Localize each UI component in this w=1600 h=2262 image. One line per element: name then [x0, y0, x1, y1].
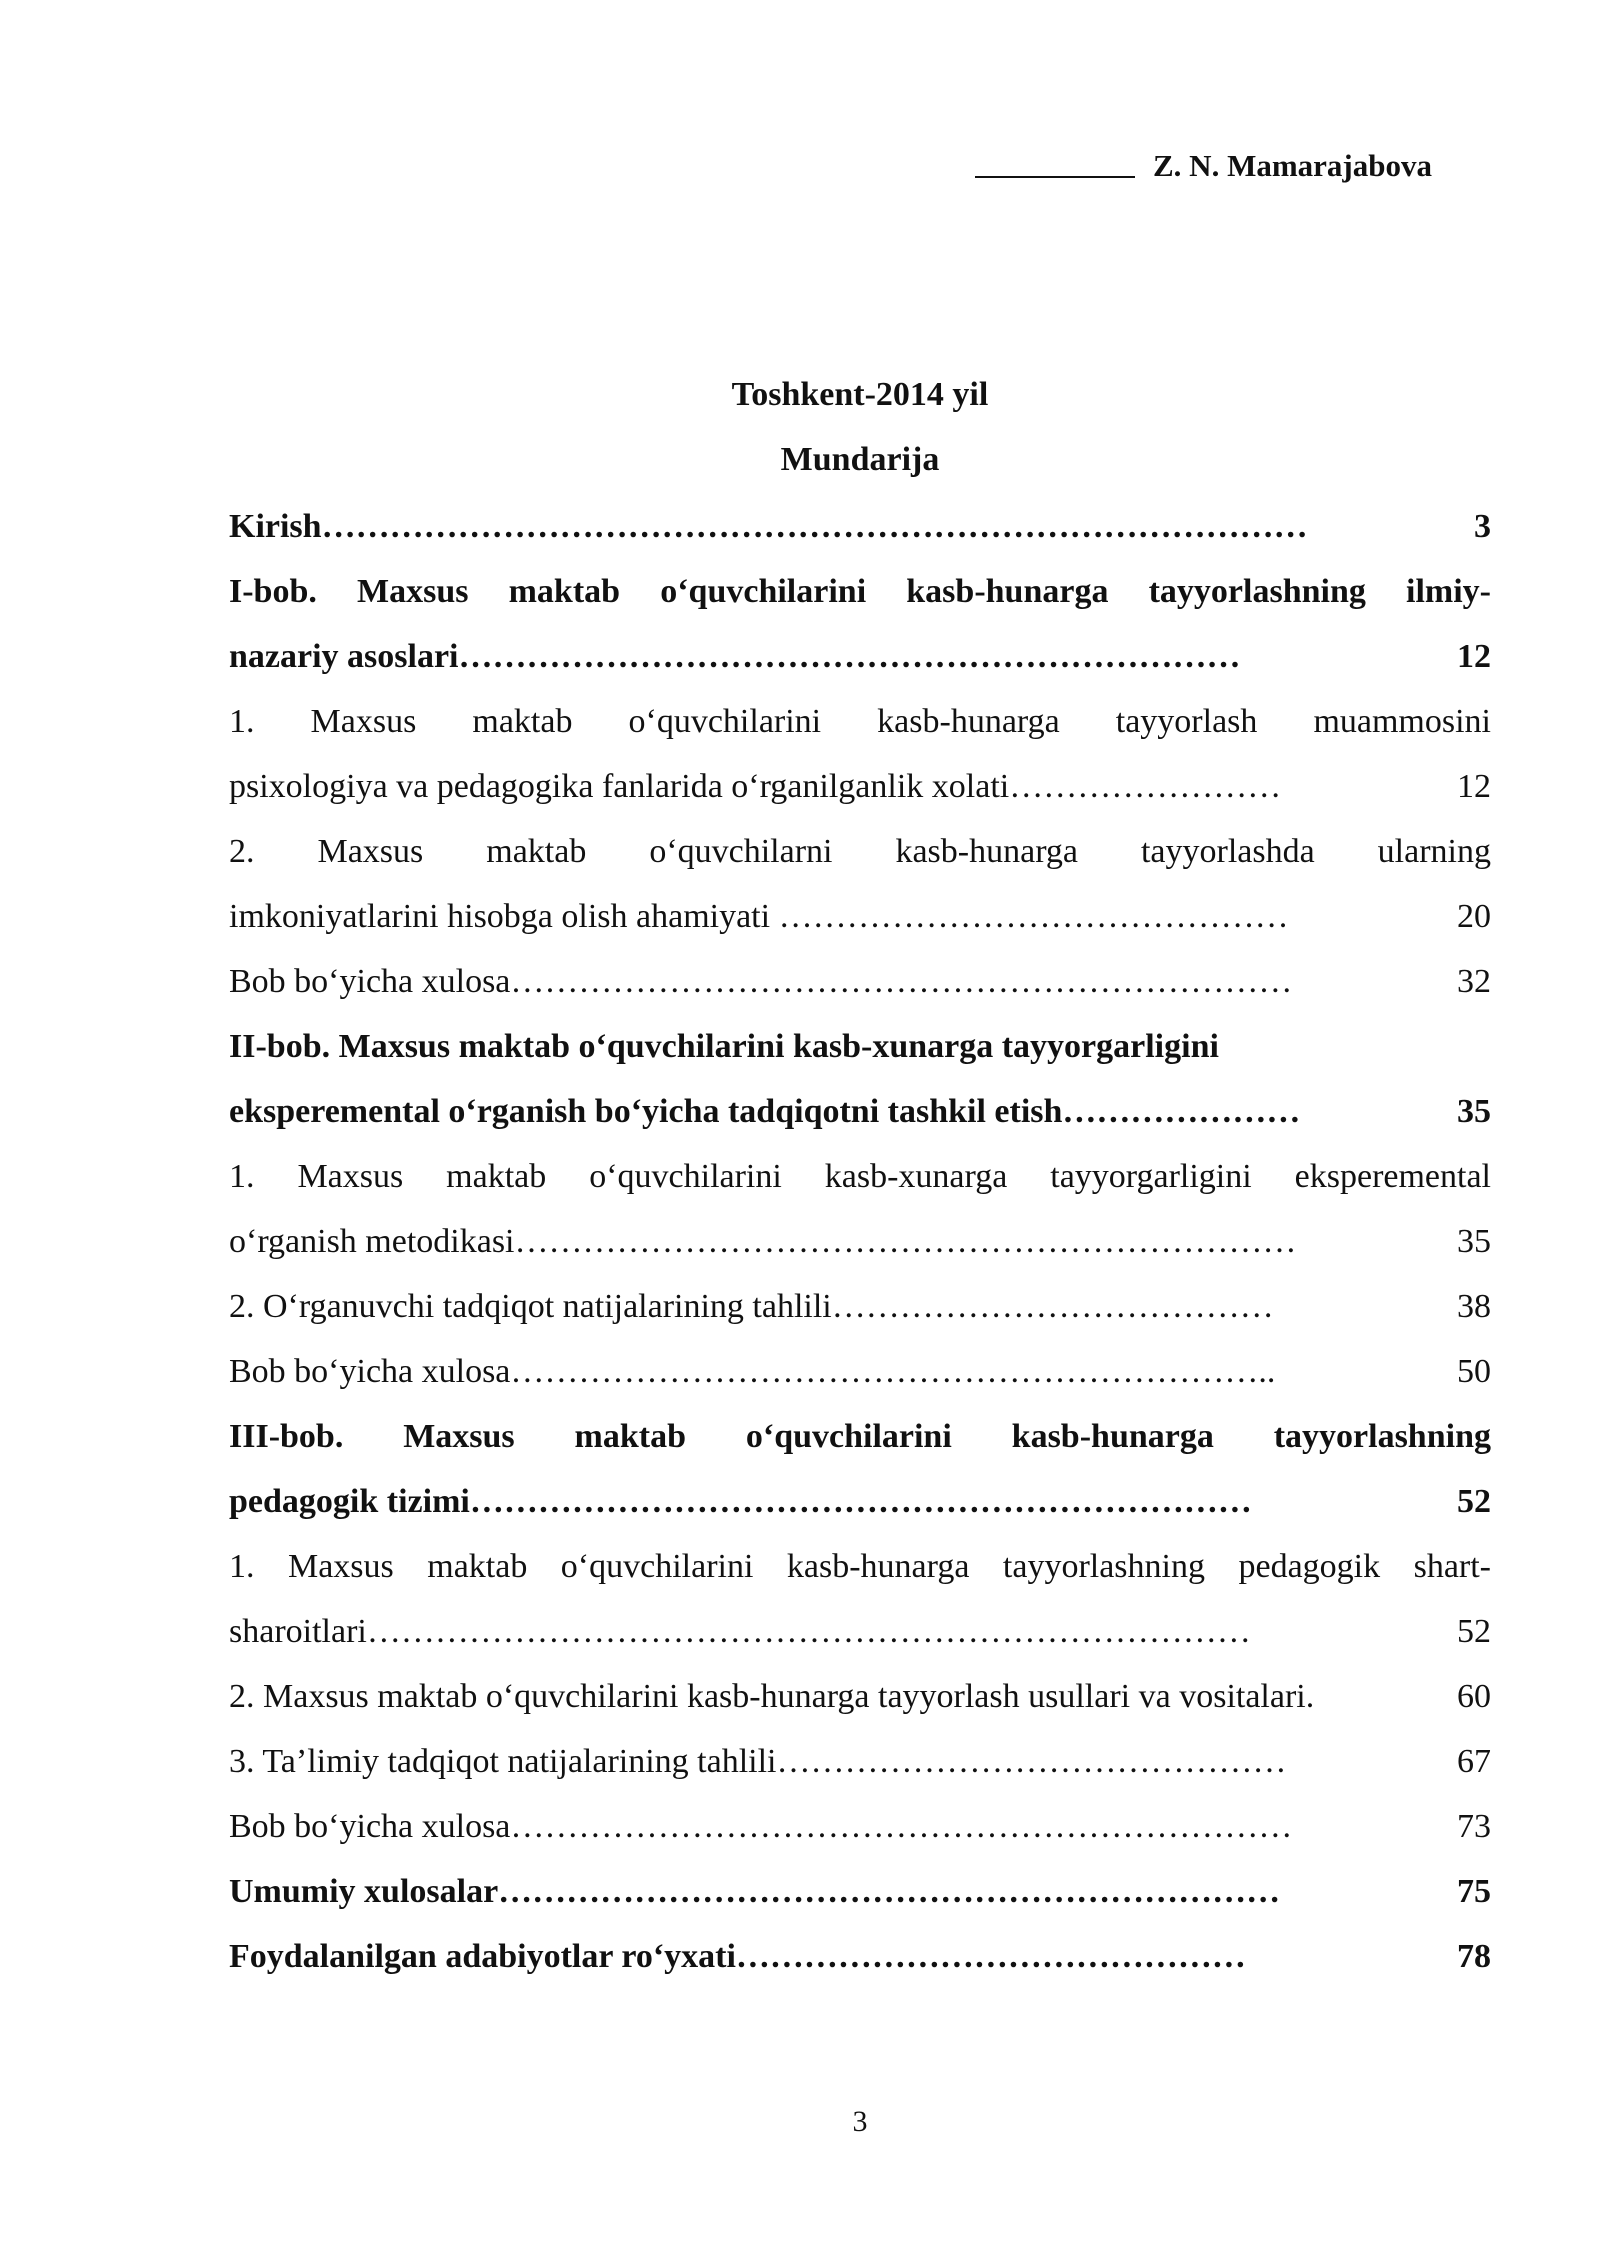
toc-entry-page: 50 — [1457, 1353, 1491, 1390]
toc-entry-text: nazariy asoslari…………………………………………………………… — [229, 638, 1241, 675]
toc-entry — [229, 1935, 1491, 1979]
toc-entry-page: 3 — [1474, 508, 1491, 545]
toc-entry-text: 2. Maxsus maktab o‘quvchilarni kasb-hunarga tayyorlashda ularning — [229, 833, 1491, 870]
toc-entry — [229, 1675, 1491, 1719]
toc-entry — [229, 1805, 1491, 1849]
toc-entry-text: Bob bo‘yicha xulosa…………………………………………………………… — [229, 1808, 1293, 1845]
toc-entry-page: 35 — [1457, 1093, 1491, 1130]
toc-entry-page: 12 — [1457, 638, 1491, 675]
toc-entry — [229, 765, 1491, 809]
toc-entry-text: Umumiy xulosalar…………………………………………………………… — [229, 1873, 1281, 1910]
toc-entry-text: Kirish…………………………………………………………………………… — [229, 508, 1308, 545]
toc-entry — [229, 1415, 1491, 1459]
toc-entry-text: II-bob. Maxsus maktab o‘quvchilarini kasb-xunarga tayyorgarligini — [229, 1028, 1219, 1065]
toc-entry-page: 32 — [1457, 963, 1491, 1000]
toc-entry — [229, 960, 1491, 1004]
toc-entry-page: 75 — [1457, 1873, 1491, 1910]
toc-entry — [229, 1870, 1491, 1914]
toc-entry — [229, 1610, 1491, 1654]
toc-entry-page: 35 — [1457, 1223, 1491, 1260]
toc-entry — [229, 1740, 1491, 1784]
toc-entry — [229, 1545, 1491, 1589]
toc-title: Mundarija — [780, 441, 940, 478]
toc-entry-page: 73 — [1457, 1808, 1491, 1845]
signature-line — [975, 154, 1135, 178]
toc-entry-text: I-bob. Maxsus maktab o‘quvchilarini kasb-hunarga tayyorlashning ilmiy- — [229, 573, 1491, 610]
toc-entry-text: 1. Maxsus maktab o‘quvchilarini kasb-hunarga tayyorlashning pedagogik shart- — [229, 1548, 1491, 1585]
toc-entry-text: psixologiya va pedagogika fanlarida o‘rganilganlik xolati…………………… — [229, 768, 1282, 805]
toc-entry — [229, 1090, 1491, 1134]
toc-entry-text: III-bob. Maxsus maktab o‘quvchilarini kasb-hunarga tayyorlashning — [229, 1418, 1491, 1455]
toc-entry — [229, 895, 1491, 939]
toc-entry — [229, 700, 1491, 744]
toc-entry-text: o‘rganish metodikasi…………………………………………………………… — [229, 1223, 1297, 1260]
toc-entry-page: 20 — [1457, 898, 1491, 935]
toc-entry-text: 3. Ta’limiy tadqiqot natijalarining tahlili……………………………………… — [229, 1743, 1287, 1780]
toc-entry-page: 67 — [1457, 1743, 1491, 1780]
toc-entry — [229, 830, 1491, 874]
city-year: Toshkent-2014 yil — [731, 376, 989, 413]
author-name: Z. N. Mamarajabova — [1153, 148, 1432, 183]
toc-entry-text: 2. O‘rganuvchi tadqiqot natijalarining tahlili………………………………… — [229, 1288, 1274, 1325]
toc-entry-page: 78 — [1457, 1938, 1491, 1975]
toc-entry — [229, 1350, 1491, 1394]
toc-entry — [229, 1155, 1491, 1199]
toc-entry-text: pedagogik tizimi…………………………………………………………… — [229, 1483, 1252, 1520]
toc-entry-text: Foydalanilgan adabiyotlar ro‘yxati……………………………………… — [229, 1938, 1246, 1975]
toc-entry-page: 12 — [1457, 768, 1491, 805]
toc-entry — [229, 1480, 1491, 1524]
toc-entry-text: imkoniyatlarini hisobga olish ahamiyati ……………………………………… — [229, 898, 1289, 935]
toc-entry — [229, 1025, 1491, 1069]
toc-entry — [229, 635, 1491, 679]
toc-entry-page: 52 — [1457, 1483, 1491, 1520]
toc-entry — [229, 570, 1491, 614]
toc-entry-page: 52 — [1457, 1613, 1491, 1650]
toc-entry-text: eksperemental o‘rganish bo‘yicha tadqiqotni tashkil etish………………… — [229, 1093, 1301, 1130]
toc-entry — [229, 1285, 1491, 1329]
toc-entry — [229, 505, 1491, 549]
signature-block — [975, 148, 1432, 184]
toc-entry-text: sharoitlari…………………………………………………………………… — [229, 1613, 1251, 1650]
toc-entry-page: 60 — [1457, 1678, 1491, 1715]
toc-entry-text: Bob bo‘yicha xulosa………………………………………………………….. — [229, 1353, 1276, 1390]
toc-entry-text: 1. Maxsus maktab o‘quvchilarini kasb-xunarga tayyorgarligini eksperemental — [229, 1158, 1491, 1195]
toc-entry-text: 1. Maxsus maktab o‘quvchilarini kasb-hunarga tayyorlash muammosini — [229, 703, 1491, 740]
toc-entry-page: 38 — [1457, 1288, 1491, 1325]
page-number: 3 — [852, 2105, 868, 2138]
toc-entry-text: Bob bo‘yicha xulosa…………………………………………………………… — [229, 963, 1293, 1000]
toc-entry-text: 2. Maxsus maktab o‘quvchilarini kasb-hunarga tayyorlash usullari va vositalari. — [229, 1678, 1315, 1715]
toc-entry — [229, 1220, 1491, 1264]
